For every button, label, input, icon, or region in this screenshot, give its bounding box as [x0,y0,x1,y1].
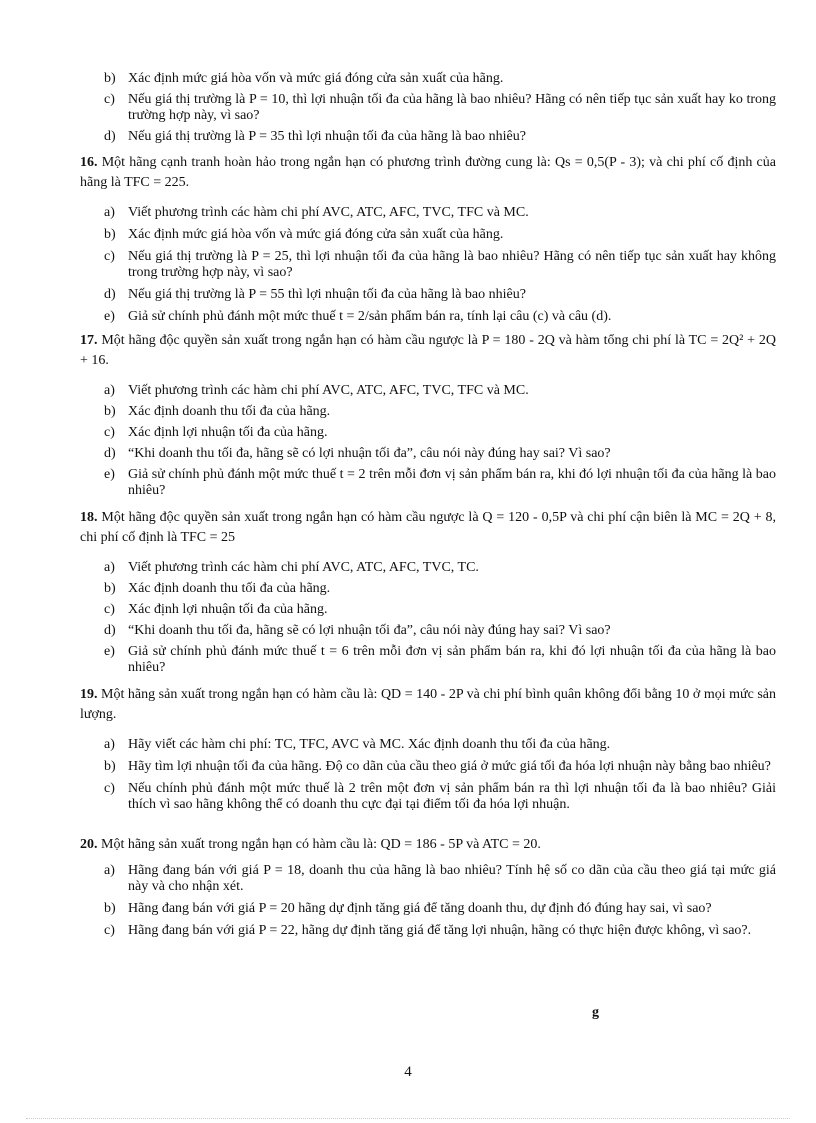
list-item: b) Hãy tìm lợi nhuận tối đa của hãng. Độ co dãn của cầu theo giá ở mức giá tối đa hóa lợi nhuận này bằng bao nhiêu? [104,759,771,774]
list-item: b) Xác định mức giá hòa vốn và mức giá đóng cửa sản xuất của hãng. [104,71,504,86]
item-list [104,383,776,499]
page-bottom-divider [26,1118,790,1119]
list-item: c) Xác định lợi nhuận tối đa của hãng. [104,425,328,440]
list-item: d) “Khi doanh thu tối đa, hãng sẽ có lợi nhuận tối đa”, câu nói này đúng hay sai? Vì sao? [104,623,611,638]
list-item: b) Hãng đang bán với giá P = 20 hãng dự định tăng giá để tăng doanh thu, dự định đó đúng hay sai, vì sao? [104,901,712,916]
item-list [104,560,776,676]
list-item: a) Hãng đang bán với giá P = 18, doanh thu của hãng là bao nhiêu? Tính hệ số co dãn của cầu theo giá tại mức giá này và cho nhận xét. [104,863,776,894]
question-17: 17. Một hãng độc quyền sản xuất trong ngắn hạn có hàm cầu ngược là P = 180 - 2Q và hàm tổng chi phí là TC = 2Q² + 2Q + 16. [80,333,776,368]
list-item: d) Nếu giá thị trường là P = 35 thì lợi nhuận tối đa của hãng là bao nhiêu? [104,129,526,144]
list-item: c) Nếu chính phủ đánh một mức thuế là 2 trên một đơn vị sản phẩm bán ra thì lợi nhuận tối đa là bao nhiêu? Giải thích vì sao hãng không thể có doanh thu cực đại tại điểm tối đa hóa lợi nhuận. [104,781,776,812]
list-item: a) Viết phương trình các hàm chi phí AVC, ATC, AFC, TVC, TC. [104,560,479,575]
list-item: e) Giả sử chính phủ đánh một mức thuế t = 2 trên mỗi đơn vị sản phẩm bán ra, khi đó lợi nhuận tối đa của hãng là bao nhiêu? [104,467,776,498]
list-item: a) Viết phương trình các hàm chi phí AVC, ATC, AFC, TVC, TFC và MC. [104,205,529,220]
item-list [104,205,776,325]
list-item: d) “Khi doanh thu tối đa, hãng sẽ có lợi nhuận tối đa”, câu nói này đúng hay sai? Vì sao? [104,446,611,461]
item-list [104,737,776,813]
list-item: a) Viết phương trình các hàm chi phí AVC, ATC, AFC, TVC, TFC và MC. [104,383,529,398]
list-item: e) Giả sử chính phủ đánh mức thuế t = 6 trên mỗi đơn vị sản phẩm bán ra, khi đó lợi nhuận tối đa của hãng là bao nhiêu? [104,644,776,675]
list-item: b) Xác định mức giá hòa vốn và mức giá đóng cửa sản xuất của hãng. [104,227,504,242]
question-18: 18. Một hãng độc quyền sản xuất trong ngắn hạn có hàm cầu ngược là Q = 120 - 0,5P và chi phí cận biên là MC = 2Q + 8, chi phí cố định là TFC = 25 [80,510,776,545]
list-item: e) Giả sử chính phủ đánh một mức thuế t = 2/sản phẩm bán ra, tính lại câu (c) và câu (d). [104,309,612,324]
list-item: c) Nếu giá thị trường là P = 25, thì lợi nhuận tối đa của hãng là bao nhiêu? Hãng có nên tiếp tục sản xuất hay không trong trường hợp này, vì sao? [104,249,776,280]
item-list [104,71,776,145]
list-item: c) Nếu giá thị trường là P = 10, thì lợi nhuận tối đa của hãng là bao nhiêu? Hãng có nên tiếp tục sản xuất hay ko trong trường hợp này, vì sao? [104,92,776,123]
question-20: 20. Một hãng sản xuất trong ngắn hạn có hàm cầu là: QD = 186 - 5P và ATC = 20. [80,837,541,852]
list-item: a) Hãy viết các hàm chi phí: TC, TFC, AVC và MC. Xác định doanh thu tối đa của hãng. [104,737,611,752]
list-item: b) Xác định doanh thu tối đa của hãng. [104,404,331,419]
list-item: b) Xác định doanh thu tối đa của hãng. [104,581,331,596]
stray-mark: g [592,1005,599,1020]
page-number: 4 [404,1064,412,1080]
item-list [104,863,776,939]
list-item: c) Xác định lợi nhuận tối đa của hãng. [104,602,328,617]
list-item: c) Hãng đang bán với giá P = 22, hãng dự định tăng giá để tăng lợi nhuận, hãng có thực hiện được không, vì sao?. [104,923,752,938]
question-19: 19. Một hãng sản xuất trong ngắn hạn có hàm cầu là: QD = 140 - 2P và chi phí bình quân không đổi bằng 10 ở mọi mức sản lượng. [80,687,777,722]
question-16: 16. Một hãng cạnh tranh hoàn hảo trong ngắn hạn có phương trình đường cung là: Qs = 0,5(P - 3); và chi phí cố định của hãng là TFC = 225. [80,155,776,190]
list-item: d) Nếu giá thị trường là P = 55 thì lợi nhuận tối đa của hãng là bao nhiêu? [104,287,526,302]
